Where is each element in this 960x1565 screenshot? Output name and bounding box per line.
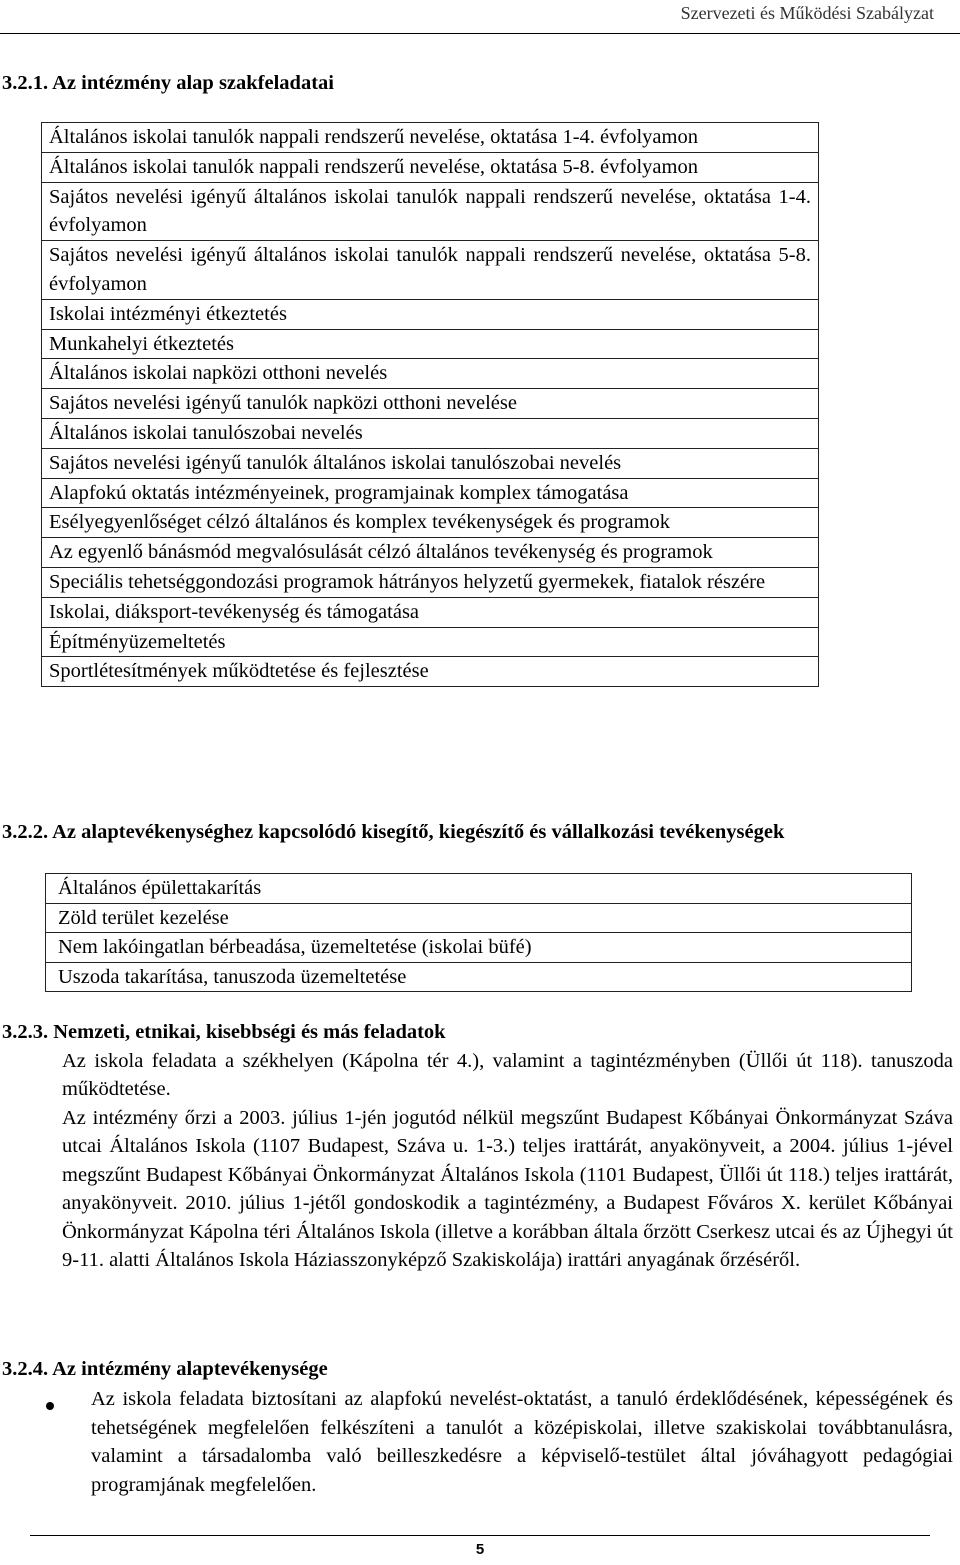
table-row (42, 538, 819, 568)
table-cell: Uszoda takarítása, tanuszoda üzemeltetése (46, 962, 912, 992)
table-row (42, 657, 819, 687)
table-row (42, 123, 819, 153)
table-cell: Iskolai intézményi étkeztetés (42, 299, 819, 329)
table-row (46, 874, 912, 904)
paragraph: Az iskola feladata a székhelyen (Kápolna tér 4.), valamint a tagintézményben (Üllői út 118). tanuszoda működtetése. (62, 1050, 953, 1101)
table-row (42, 418, 819, 448)
table-row (42, 329, 819, 359)
table-cell: Alapfokú oktatás intézményeinek, programjainak komplex támogatása (42, 478, 819, 508)
footer-rule (30, 1535, 930, 1536)
table-cell: Általános iskolai tanulók nappali rendszerű nevelése, oktatása 1-4. évfolyamon (42, 123, 819, 153)
table-cell: Speciális tehetséggondozási programok hátrányos helyzetű gyermekek, fiatalok részére (42, 567, 819, 597)
table-cell: Általános épülettakarítás (46, 874, 912, 904)
table-row (42, 241, 819, 300)
table-cell: Esélyegyenlőséget célzó általános és komplex tevékenységek és programok (42, 508, 819, 538)
table-row (42, 627, 819, 657)
table-row (42, 299, 819, 329)
table-row (42, 567, 819, 597)
bullet-icon (46, 1402, 54, 1410)
table-row (42, 597, 819, 627)
core-tasks-table (41, 122, 819, 687)
supplementary-tasks-table (45, 873, 912, 992)
table-row (46, 933, 912, 963)
table-cell: Az egyenlő bánásmód megvalósulását célzó általános tevékenység és programok (42, 538, 819, 568)
table-cell: Általános iskolai napközi otthoni nevelés (42, 359, 819, 389)
table-row (42, 359, 819, 389)
table-cell: Építményüzemeltetés (42, 627, 819, 657)
table-cell: Munkahelyi étkeztetés (42, 329, 819, 359)
table-cell: Általános iskolai tanulók nappali rendszerű nevelése, oktatása 5-8. évfolyamon (42, 152, 819, 182)
bullet-item: Az iskola feladata biztosítani az alapfokú nevelést-oktatást, a tanuló érdeklődésének, képességének és tehetségének megfelelően felkészíteni a tanulót a középiskolai, illetve szakiskolai továbbtanulásra, valamint a társadalomba való beilleszkedésre a képviselő-testület által jóváhagyott pedagógiai programjának megfelelően. (91, 1388, 953, 1496)
heading-321: 3.2.1. Az intézmény alap szakfeladatai (2, 72, 334, 94)
table-cell: Általános iskolai tanulószobai nevelés (42, 418, 819, 448)
table-cell: Sajátos nevelési igényű általános iskolai tanulók nappali rendszerű nevelése, oktatása 1-4. évfolyamon (42, 182, 819, 241)
page-header (0, 0, 960, 34)
table-cell: Sajátos nevelési igényű tanulók napközi otthoni nevelése (42, 389, 819, 419)
table-cell: Zöld terület kezelése (46, 903, 912, 933)
table-row (46, 962, 912, 992)
table-cell: Sportlétesítmények működtetése és fejlesztése (42, 657, 819, 687)
heading-324: 3.2.4. Az intézmény alaptevékenysége (2, 1358, 328, 1380)
table-row (42, 152, 819, 182)
table-cell: Sajátos nevelési igényű tanulók általános iskolai tanulószobai nevelés (42, 448, 819, 478)
table-row (42, 182, 819, 241)
table-row (42, 508, 819, 538)
table-row (42, 448, 819, 478)
heading-323: 3.2.3. Nemzeti, etnikai, kisebbségi és más feladatok (2, 1021, 446, 1043)
table-row (46, 903, 912, 933)
page-number: 5 (475, 1541, 485, 1558)
table-cell: Nem lakóingatlan bérbeadása, üzemeltetése (iskolai büfé) (46, 933, 912, 963)
table-row (42, 389, 819, 419)
heading-322: 3.2.2. Az alaptevékenységhez kapcsolódó kisegítő, kiegészítő és vállalkozási tevékenységek (2, 821, 785, 843)
document-title: Szervezeti és Működési Szabályzat (680, 3, 934, 23)
table-row (42, 478, 819, 508)
table-cell: Iskolai, diáksport-tevékenység és támogatása (42, 597, 819, 627)
table-cell: Sajátos nevelési igényű általános iskolai tanulók nappali rendszerű nevelése, oktatása 5-8. évfolyamon (42, 241, 819, 300)
paragraph: Az intézmény őrzi a 2003. július 1-jén jogutód nélkül megszűnt Budapest Kőbányai Önkormányzat Száva utcai Általános Iskola (1107 Budapest, Száva u. 1-3.) teljes irattárát, anyakönyveit, a 2004. július 1-jével megszűnt Budapest Kőbányai Önkormányzat Általános Iskola (1101 Budapest, Üllői út 118.) teljes irattárát, anyakönyveit. 2010. július 1-jétől gondoskodik a tagintézmény, a Budapest Főváros X. kerület Kőbányai Önkormányzat Kápolna téri Általános Iskola (illetve a korábban általa őrzött Cserkesz utcai és az Újhegyi út 9-11. alatti Általános Iskola Háziasszonyképző Szakiskolája) irattári anyagának őrzéséről. (62, 1107, 953, 1272)
